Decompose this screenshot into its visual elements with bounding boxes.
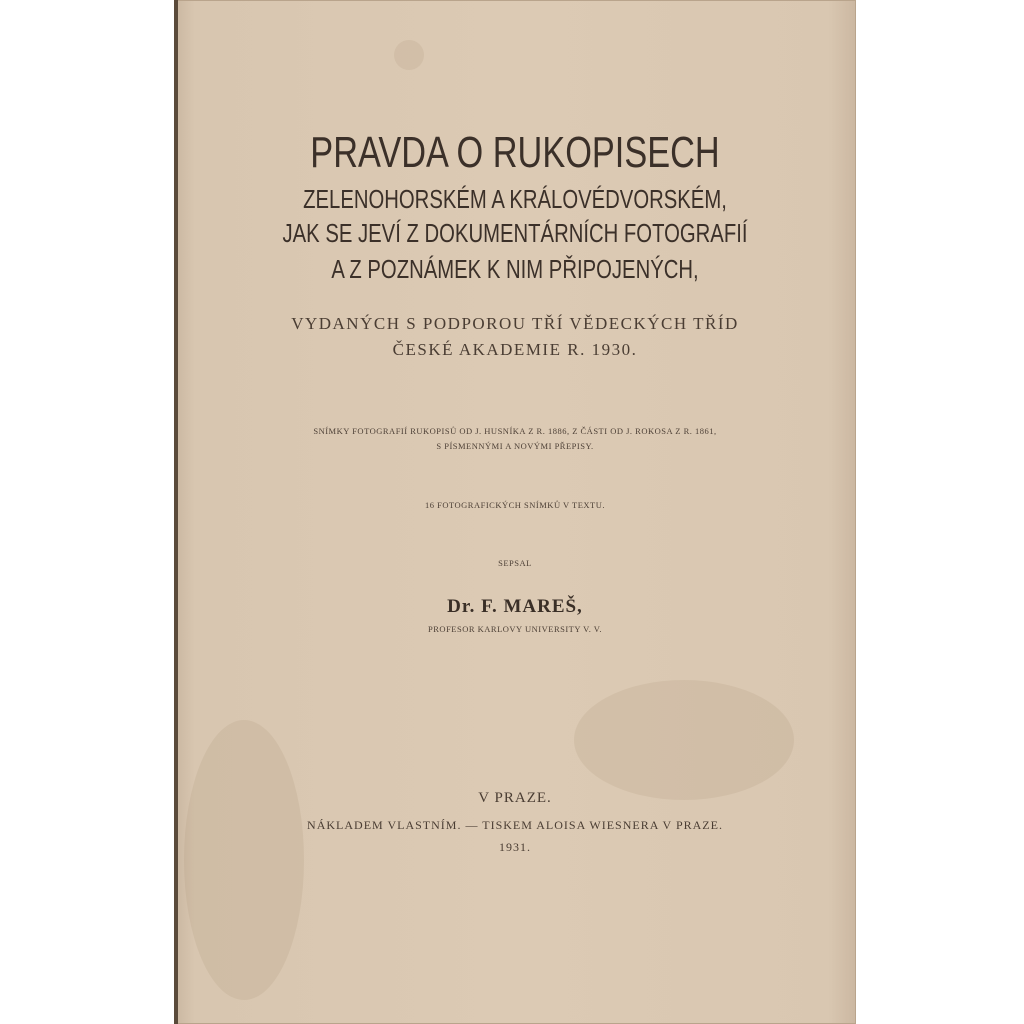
photo-note-line-1: SNÍMKY FOTOGRAFIÍ RUKOPISŮ OD J. HUSNÍKA Z R. 1886, Z ČÁSTI OD J. ROKOSA Z R. 1861, [313, 426, 717, 436]
author-affiliation: PROFESOR KARLOVY UNIVERSITY V. V. [428, 624, 602, 634]
cover-left-edge [174, 0, 178, 1024]
book-title: PRAVDA O RUKOPISECH [310, 128, 720, 177]
paper-stain [394, 40, 424, 70]
publication-year: 1931. [499, 840, 531, 854]
photo-count: 16 FOTOGRAFICKÝCH SNÍMKŮ V TEXTU. [425, 500, 605, 510]
subtitle-line-1: ZELENOHORSKÉM A KRÁLOVÉDVORSKÉM, [303, 184, 727, 214]
subtitle-line-2: JAK SE JEVÍ Z DOKUMENTÁRNÍCH FOTOGRAFIÍ [282, 218, 748, 248]
wrote-label: SEPSAL [498, 558, 532, 568]
author-name: Dr. F. MAREŠ, [447, 596, 583, 617]
paper-stain [184, 720, 304, 1000]
subtitle-line-3: A Z POZNÁMEK K NIM PŘIPOJENÝCH, [331, 254, 699, 284]
photo-note-line-2: S PÍSMENNÝMI A NOVÝMI PŘEPISY. [436, 441, 594, 451]
publication-line-2: ČESKÉ AKADEMIE R. 1930. [392, 340, 638, 359]
paper-stain [574, 680, 794, 800]
publisher-line: NÁKLADEM VLASTNÍM. — TISKEM ALOISA WIESNERA V PRAZE. [307, 818, 723, 832]
publication-line-1: VYDANÝCH S PODPOROU TŘÍ VĚDECKÝCH TŘÍD [291, 314, 739, 333]
publication-place: V PRAZE. [478, 790, 552, 806]
book-cover [174, 0, 856, 1024]
